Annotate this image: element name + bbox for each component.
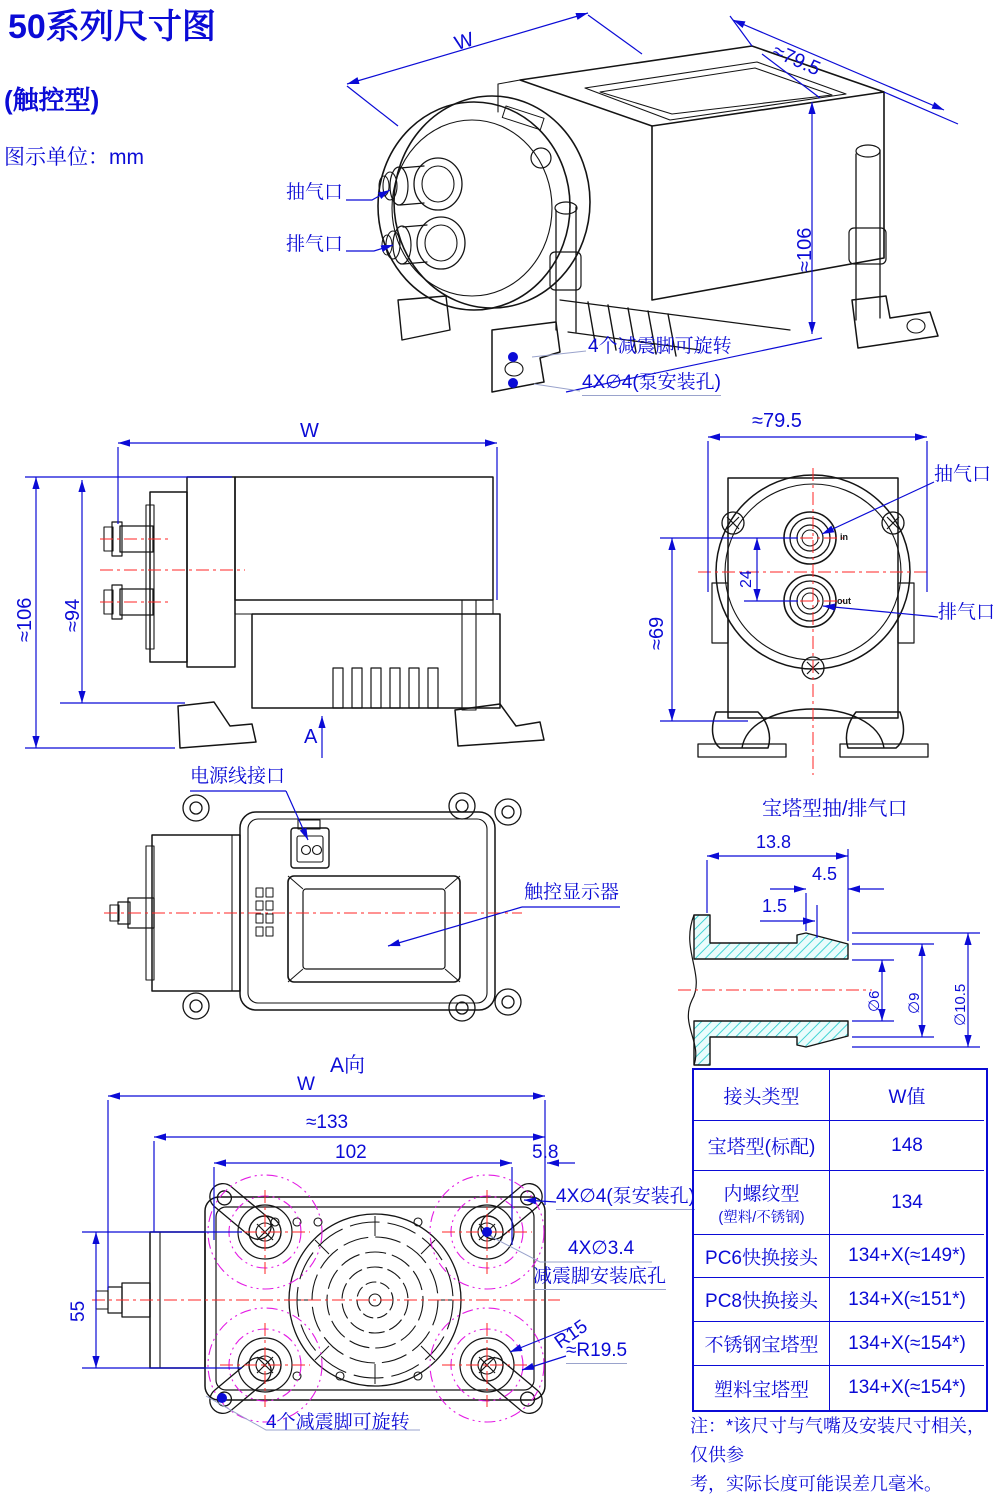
table-row-value: 134: [830, 1171, 984, 1235]
bottom-view-foot-circles: [208, 1175, 544, 1422]
table-row-value: 134+X(≈151*): [830, 1278, 984, 1322]
section-dim-15: 1.5: [762, 896, 788, 916]
port-out-marking: out: [837, 596, 851, 606]
bottom-dim-133: ≈133: [306, 1112, 349, 1133]
power-connector-label: 电源线接口: [190, 766, 286, 787]
bottom-view-outline: [96, 1178, 547, 1418]
section-title: 宝塔型抽/排气口: [762, 798, 908, 820]
table-row-name: PC8快换接头: [694, 1278, 830, 1322]
side-dim-h106: ≈106: [14, 597, 36, 642]
bottom-feet-note: 4个减震脚可旋转: [266, 1412, 410, 1433]
front-view-dimensions: [660, 437, 938, 721]
table-header-type: 接头类型: [694, 1070, 830, 1121]
iso-feet-note: 4个减震脚可旋转: [588, 336, 732, 357]
footnote-line-1: 注：*该尺寸与气嘴及安装尺寸相关，仅供参: [690, 1416, 986, 1465]
side-view-outline: [104, 477, 544, 748]
bottom-dim-58: 5.8: [532, 1142, 559, 1163]
side-dim-w: W: [300, 420, 319, 442]
bottom-view-centerlines: [92, 1190, 560, 1407]
bottom-view-dimensions: [82, 1096, 575, 1370]
table-row-name: PC6快换接头: [694, 1235, 830, 1278]
front-view-centerlines: [698, 468, 928, 775]
front-dim-height: ≈69: [646, 616, 668, 650]
iso-mount-holes-note: 4X∅4(泵安装孔): [582, 372, 721, 396]
port-in-marking: in: [840, 532, 848, 542]
bottom-mount-holes-note: 4X∅4(泵安装孔): [556, 1186, 695, 1210]
side-view-arrow-label: A: [304, 726, 318, 748]
footnote: [690, 1412, 995, 1498]
isometric-leaders: [532, 351, 586, 391]
bottom-foot-hole-dot: [217, 1393, 227, 1403]
iso-dim-height: ≈106: [794, 227, 816, 272]
section-dim-d9: ∅9: [906, 992, 923, 1014]
bottom-dim-w: W: [297, 1074, 315, 1095]
iso-exhaust-label: 排气口: [286, 234, 344, 255]
section-dim-138: 13.8: [756, 832, 792, 852]
unit-note: 图示单位：mm: [4, 146, 144, 169]
bottom-dim-102: 102: [335, 1142, 367, 1163]
iso-dim-w: W: [452, 28, 477, 56]
table-row-name: 塑料宝塔型: [694, 1366, 830, 1410]
bottom-dim-55: 55: [68, 1300, 89, 1322]
iso-mount-hole-dot-2: [508, 378, 518, 388]
table-row-value: 134+X(≈149*): [830, 1235, 984, 1278]
bottom-dim-r195: ≈R19.5: [566, 1340, 627, 1364]
front-intake-label: 抽气口: [934, 464, 992, 485]
side-dim-h94: ≈94: [62, 598, 84, 632]
top-view-leaders: [190, 791, 620, 946]
top-view-outline: [110, 793, 521, 1021]
page-title: 50系列尺寸图: [8, 8, 216, 46]
bottom-foot-hole-size: 4X∅3.4: [568, 1238, 635, 1259]
touch-display-label: 触控显示器: [524, 882, 620, 903]
connector-table: [692, 1068, 988, 1412]
bottom-mount-hole-dot: [482, 1227, 492, 1237]
table-header-w: W值: [830, 1070, 984, 1121]
page-subtitle: (触控型): [4, 85, 100, 115]
front-exhaust-label: 排气口: [938, 602, 996, 623]
section-dim-45: 4.5: [812, 864, 838, 884]
iso-mount-hole-dot-1: [508, 352, 518, 362]
front-dim-port-gap: 24: [738, 570, 755, 588]
table-row-name: 不锈钢宝塔型: [694, 1322, 830, 1366]
section-dim-d105: ∅10.5: [952, 983, 969, 1026]
iso-intake-label: 抽气口: [286, 182, 344, 203]
section-dim-d6: ∅6: [866, 990, 883, 1012]
table-row-value: 134+X(≈154*): [830, 1322, 984, 1366]
bottom-dim-r15: R15: [551, 1316, 592, 1354]
table-row-name: 内螺纹型 (塑料/不锈钢): [694, 1171, 830, 1235]
front-dim-width: ≈79.5: [752, 410, 802, 432]
bottom-view-title: A向: [330, 1054, 366, 1077]
iso-dim-depth: ≈79.5: [769, 40, 824, 81]
bottom-foot-hole-label: 减震脚安装底孔: [533, 1266, 666, 1290]
table-row-value: 134+X(≈154*): [848, 1377, 966, 1398]
table-row-value: 148: [830, 1121, 984, 1171]
table-row-name: 宝塔型(标配): [694, 1121, 830, 1171]
footnote-line-2: 考，实际长度可能误差几毫米。: [690, 1473, 942, 1494]
